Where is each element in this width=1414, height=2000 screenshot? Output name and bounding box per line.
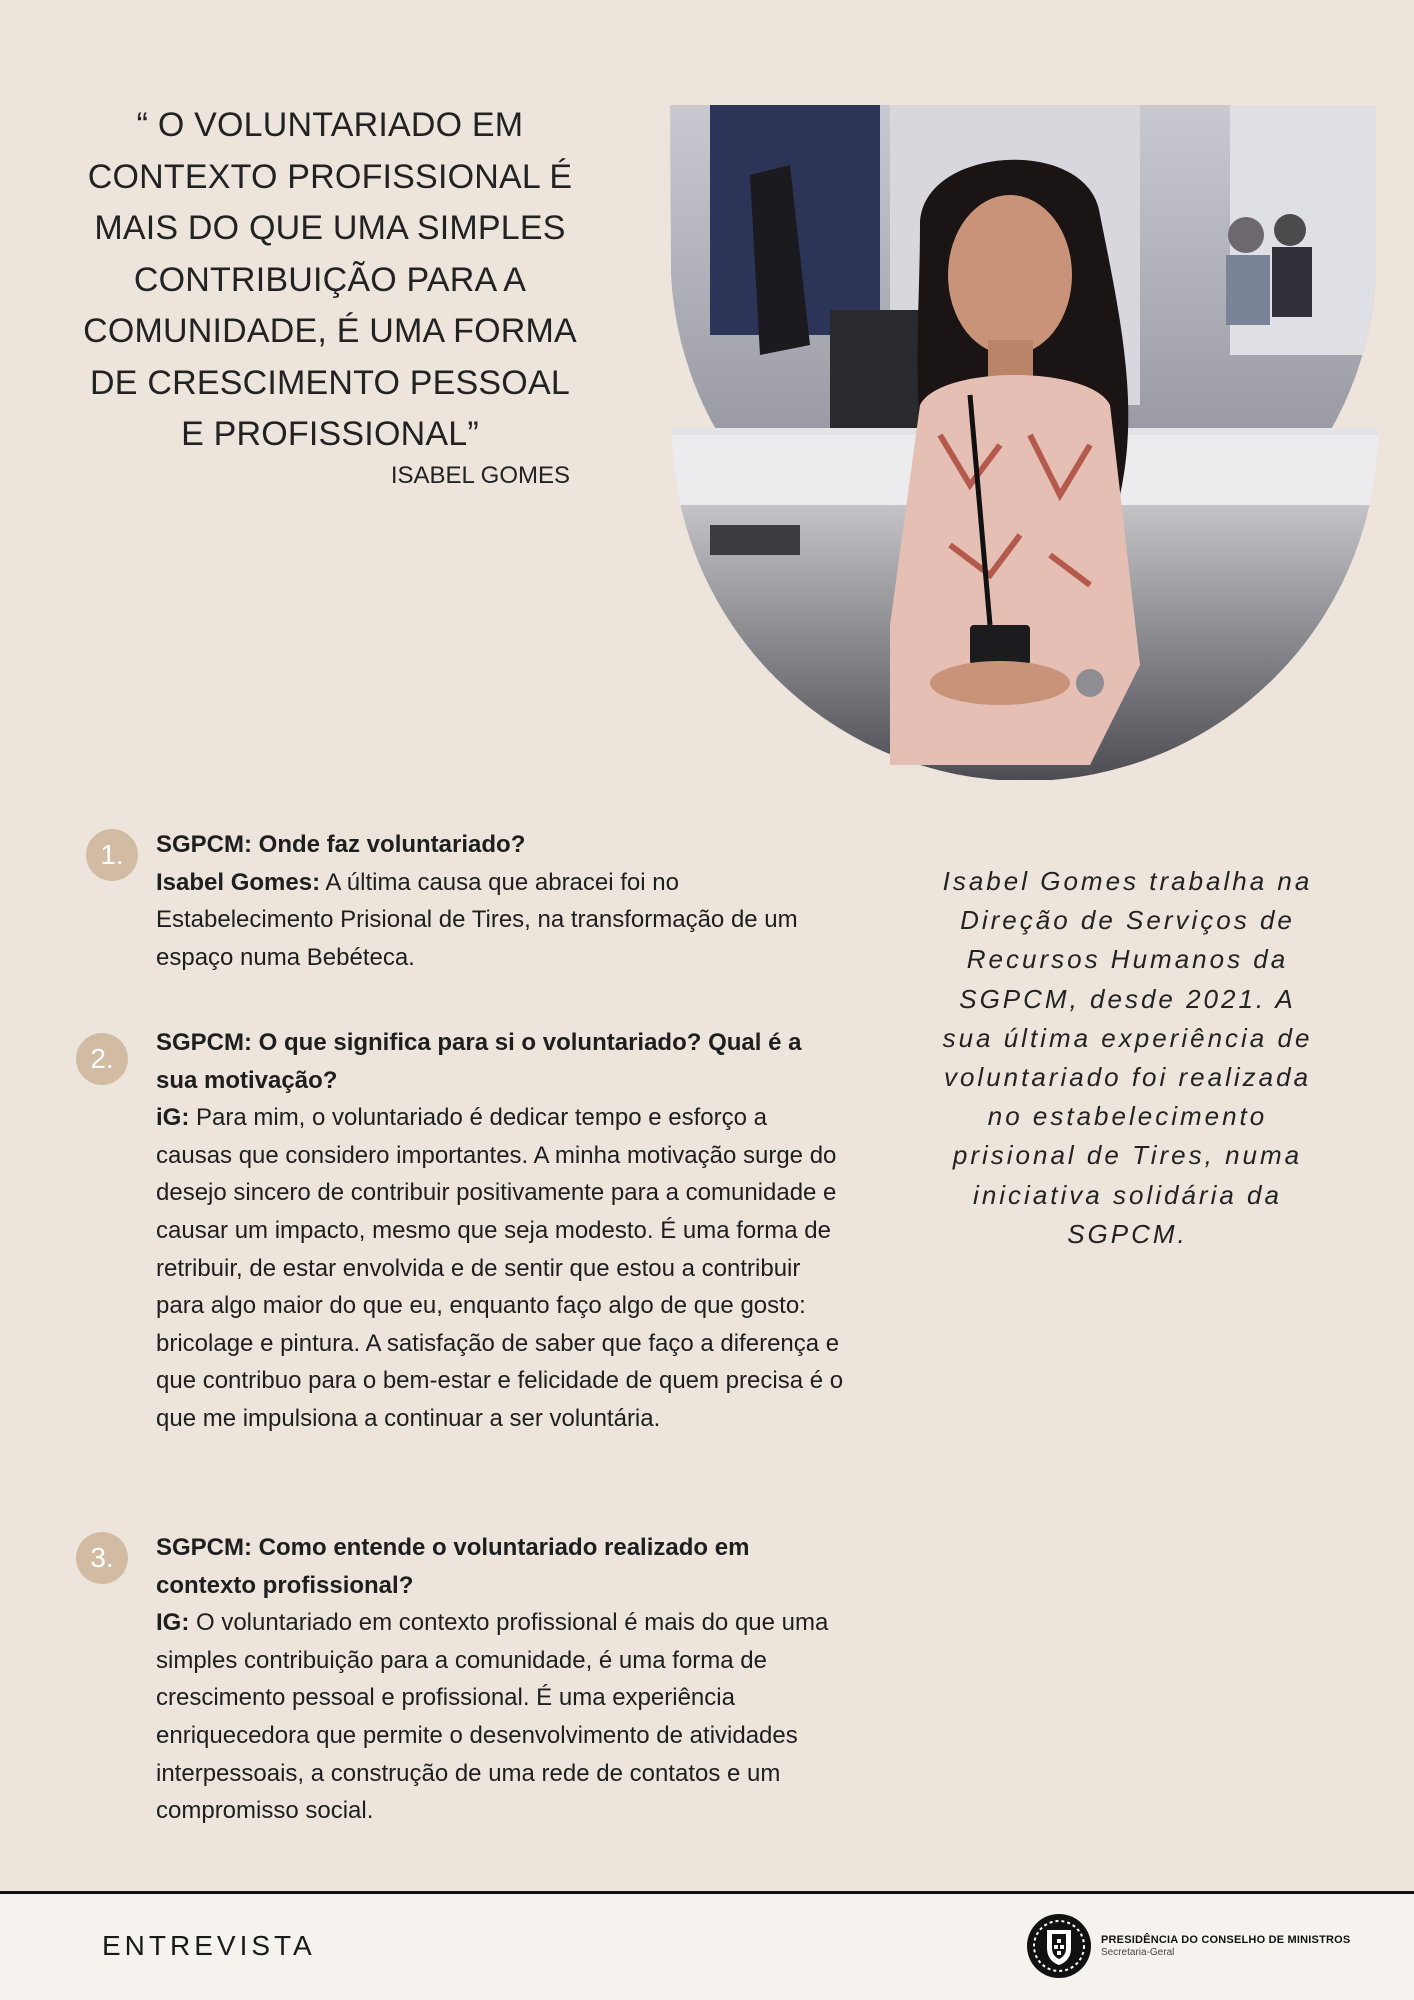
answer-body: A última causa que abracei foi no Estabelecimento Prisional de Tires, na transformação de um espaço numa Bebéteca.	[156, 868, 798, 971]
question-number-badge: 1.	[86, 829, 138, 881]
qa-block	[156, 826, 846, 976]
pull-quote: “ O VOLUNTARIADO EM CONTEXTO PROFISSIONAL É MAIS DO QUE UMA SIMPLES CONTRIBUIÇÃO PARA A COMUNIDADE, É UMA FORMA DE CRESCIMENTO PESSOAL E PROFISSIONAL”	[83, 106, 577, 453]
answer-text	[156, 1604, 846, 1830]
question-number-badge: 2.	[76, 1033, 128, 1085]
quote-author: ISABEL GOMES	[390, 462, 570, 489]
answer-speaker: IG:	[156, 1609, 190, 1637]
logo-subtitle: Secretaria-Geral	[1101, 1947, 1175, 1958]
answer-text	[156, 864, 846, 977]
government-logo	[1025, 1912, 1350, 1980]
logo-title: PRESIDÊNCIA DO CONSELHO DE MINISTROS	[1101, 1934, 1351, 1946]
portrait-photo	[670, 105, 1380, 780]
bio-sidebar: Isabel Gomes trabalha na Direção de Serviços de Recursos Humanos da SGPCM, desde 2021. A sua última experiência de voluntariado foi realizada no estabelecimento prisional de Tires, numa iniciativa solidária da SGPCM.	[942, 866, 1313, 1249]
coat-of-arms-icon	[1025, 1912, 1093, 1980]
question-text: SGPCM: Como entende o voluntariado realizado em contexto profissional?	[156, 1534, 750, 1599]
answer-body: Para mim, o voluntariado é dedicar tempo e esforço a causas que considero importantes. A minha motivação surge do desejo sincero de contribuir positivamente para a comunidade e causar um impacto, mesmo que seja modesto. É uma forma de retribuir, de estar envolvida e de sentir que estou a contribuir para algo maior do que eu, enquanto faço algo de que gosto: bricolage e pintura. A satisfação de saber que faço a diferença e que contribuo para o bem-estar e felicidade de quem precisa é o que me impulsiona a continuar a ser voluntária.	[156, 1104, 844, 1432]
answer-speaker: Isabel Gomes:	[156, 868, 321, 896]
qa-block	[156, 1024, 846, 1438]
section-label: ENTREVISTA	[102, 1930, 316, 1961]
question-text: SGPCM: Onde faz voluntariado?	[156, 831, 526, 858]
answer-text	[156, 1099, 846, 1437]
answer-body: O voluntariado em contexto profissional é mais do que uma simples contribuição para a comunidade, é uma forma de crescimento pessoal e profissional. É uma experiência enriquecedora que permite o desenvolvimento de atividades interpessoais, a construção de uma rede de contatos e um compromisso social.	[156, 1609, 829, 1825]
footer	[0, 1894, 1414, 2000]
question-text: SGPCM: O que significa para si o voluntariado? Qual é a sua motivação?	[156, 1029, 802, 1094]
question-number-badge: 3.	[76, 1532, 128, 1584]
answer-speaker: iG:	[156, 1104, 190, 1132]
qa-block	[156, 1529, 846, 1830]
